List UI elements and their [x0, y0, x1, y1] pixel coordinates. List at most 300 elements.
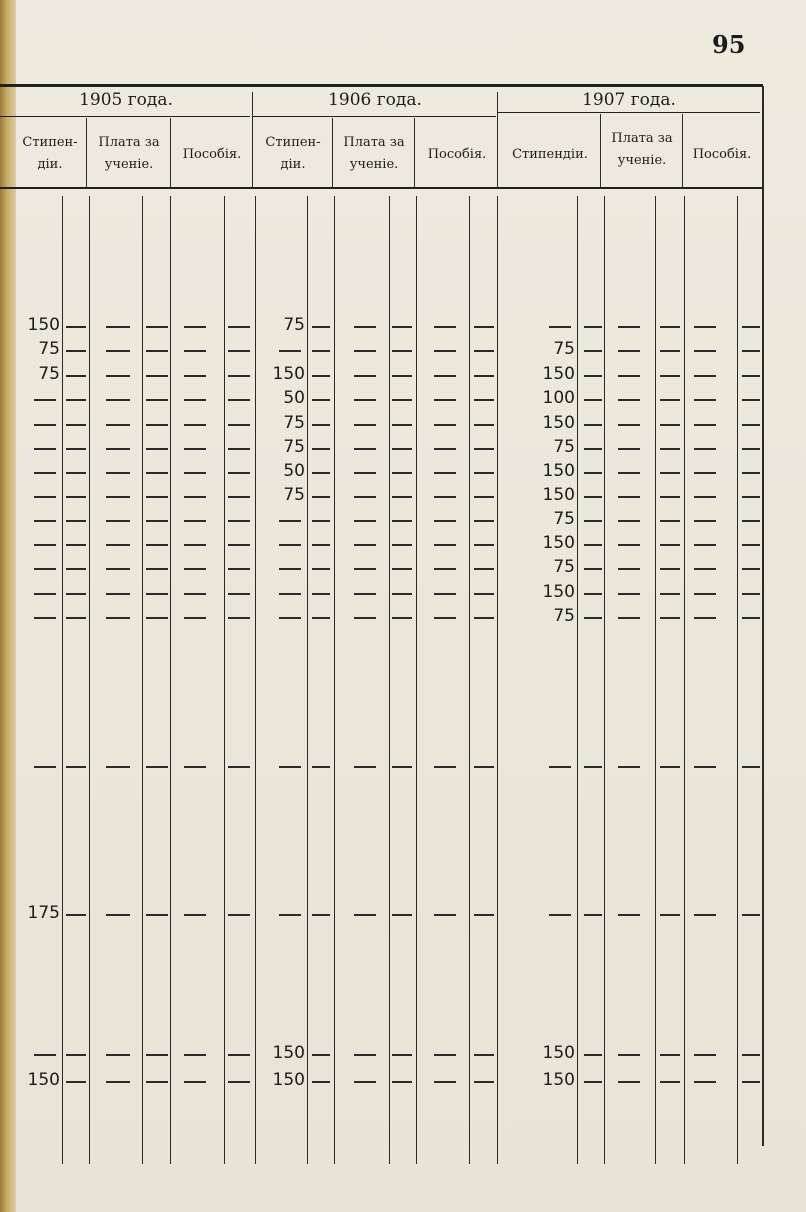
empty-dash	[392, 617, 412, 619]
empty-dash	[584, 399, 602, 401]
empty-dash	[66, 1054, 86, 1056]
empty-dash	[584, 593, 602, 595]
empty-dash	[742, 350, 760, 352]
empty-dash	[66, 350, 86, 352]
empty-dash	[392, 375, 412, 377]
empty-dash	[474, 326, 494, 328]
empty-dash	[34, 448, 56, 450]
empty-dash	[66, 593, 86, 595]
stipend-value: 150	[542, 582, 575, 602]
empty-dash	[354, 617, 376, 619]
empty-dash	[106, 1054, 130, 1056]
empty-dash	[354, 568, 376, 570]
empty-dash	[146, 472, 168, 474]
empty-dash	[742, 496, 760, 498]
empty-dash	[106, 520, 130, 522]
empty-dash	[184, 914, 206, 916]
empty-dash	[66, 424, 86, 426]
empty-dash	[106, 375, 130, 377]
empty-dash	[34, 766, 56, 768]
empty-dash	[279, 350, 301, 352]
empty-dash	[694, 448, 716, 450]
empty-dash	[354, 544, 376, 546]
empty-dash	[34, 544, 56, 546]
empty-dash	[34, 593, 56, 595]
empty-dash	[742, 617, 760, 619]
empty-dash	[354, 593, 376, 595]
empty-dash	[434, 766, 456, 768]
empty-dash	[279, 520, 301, 522]
empty-dash	[184, 544, 206, 546]
empty-dash	[312, 496, 330, 498]
stipend-value: 50	[283, 388, 305, 408]
stipend-value: 150	[542, 533, 575, 553]
empty-dash	[694, 593, 716, 595]
empty-dash	[694, 424, 716, 426]
empty-dash	[694, 350, 716, 352]
column-rule	[255, 196, 256, 1164]
empty-dash	[618, 375, 640, 377]
header-divider	[332, 118, 333, 188]
empty-dash	[660, 1054, 680, 1056]
empty-dash	[618, 520, 640, 522]
empty-dash	[694, 1054, 716, 1056]
empty-dash	[228, 568, 250, 570]
top-rule	[0, 84, 763, 87]
empty-dash	[312, 472, 330, 474]
empty-dash	[354, 375, 376, 377]
empty-dash	[146, 766, 168, 768]
stipend-value: 75	[283, 315, 305, 335]
stipend-value: 150	[542, 461, 575, 481]
empty-dash	[434, 350, 456, 352]
empty-dash	[584, 424, 602, 426]
empty-dash	[474, 1081, 494, 1083]
empty-dash	[184, 472, 206, 474]
empty-dash	[549, 326, 571, 328]
empty-dash	[279, 914, 301, 916]
empty-dash	[34, 496, 56, 498]
empty-dash	[66, 496, 86, 498]
empty-dash	[228, 1054, 250, 1056]
empty-dash	[434, 424, 456, 426]
empty-dash	[228, 399, 250, 401]
empty-dash	[354, 1081, 376, 1083]
empty-dash	[312, 350, 330, 352]
stipend-value: 150	[272, 364, 305, 384]
empty-dash	[312, 399, 330, 401]
empty-dash	[434, 568, 456, 570]
empty-dash	[228, 326, 250, 328]
year-header-1905: 1905 года.	[79, 90, 173, 110]
empty-dash	[184, 520, 206, 522]
empty-dash	[549, 766, 571, 768]
empty-dash	[146, 1081, 168, 1083]
empty-dash	[392, 424, 412, 426]
empty-dash	[660, 448, 680, 450]
empty-dash	[184, 424, 206, 426]
empty-dash	[660, 520, 680, 522]
column-rule	[62, 196, 63, 1164]
header-divider	[252, 92, 253, 188]
col-header-1905-stipends: Стипен- діи.	[22, 135, 78, 172]
empty-dash	[742, 448, 760, 450]
stipend-value: 100	[542, 388, 575, 408]
empty-dash	[228, 472, 250, 474]
empty-dash	[312, 326, 330, 328]
col-header-1907-benefits: Пособія.	[692, 147, 752, 162]
empty-dash	[146, 399, 168, 401]
empty-dash	[618, 766, 640, 768]
empty-dash	[66, 544, 86, 546]
stipend-value: 75	[283, 485, 305, 505]
stipend-value: 75	[283, 437, 305, 457]
empty-dash	[742, 520, 760, 522]
empty-dash	[618, 448, 640, 450]
empty-dash	[279, 617, 301, 619]
empty-dash	[279, 544, 301, 546]
empty-dash	[694, 399, 716, 401]
empty-dash	[694, 375, 716, 377]
column-rule	[684, 196, 685, 1164]
empty-dash	[312, 593, 330, 595]
empty-dash	[106, 399, 130, 401]
empty-dash	[584, 766, 602, 768]
column-rule	[737, 196, 738, 1164]
stipend-value: 150	[542, 364, 575, 384]
empty-dash	[434, 399, 456, 401]
empty-dash	[228, 914, 250, 916]
empty-dash	[392, 326, 412, 328]
empty-dash	[34, 568, 56, 570]
empty-dash	[742, 424, 760, 426]
empty-dash	[434, 617, 456, 619]
empty-dash	[66, 766, 86, 768]
empty-dash	[184, 1081, 206, 1083]
stipend-value: 75	[38, 364, 60, 384]
stipend-value: 150	[272, 1043, 305, 1063]
empty-dash	[34, 520, 56, 522]
empty-dash	[66, 1081, 86, 1083]
empty-dash	[618, 399, 640, 401]
empty-dash	[34, 617, 56, 619]
empty-dash	[474, 496, 494, 498]
empty-dash	[312, 520, 330, 522]
empty-dash	[66, 568, 86, 570]
empty-dash	[66, 914, 86, 916]
header-divider	[497, 92, 498, 188]
column-rule	[497, 196, 498, 1164]
empty-dash	[660, 593, 680, 595]
empty-dash	[584, 375, 602, 377]
empty-dash	[34, 472, 56, 474]
empty-dash	[354, 326, 376, 328]
stipend-value: 150	[272, 1070, 305, 1090]
empty-dash	[474, 914, 494, 916]
empty-dash	[146, 544, 168, 546]
empty-dash	[228, 350, 250, 352]
empty-dash	[184, 496, 206, 498]
empty-dash	[354, 520, 376, 522]
empty-dash	[146, 617, 168, 619]
empty-dash	[434, 544, 456, 546]
empty-dash	[354, 350, 376, 352]
empty-dash	[694, 472, 716, 474]
empty-dash	[228, 496, 250, 498]
empty-dash	[694, 1081, 716, 1083]
empty-dash	[584, 326, 602, 328]
empty-dash	[694, 326, 716, 328]
column-rule	[389, 196, 390, 1164]
empty-dash	[434, 472, 456, 474]
empty-dash	[354, 496, 376, 498]
column-rule	[655, 196, 656, 1164]
column-rule	[89, 196, 90, 1164]
stipend-value: 175	[27, 903, 60, 923]
empty-dash	[434, 520, 456, 522]
stipend-value: 150	[27, 1070, 60, 1090]
empty-dash	[392, 520, 412, 522]
empty-dash	[184, 350, 206, 352]
empty-dash	[584, 520, 602, 522]
header-divider	[682, 114, 683, 188]
empty-dash	[694, 766, 716, 768]
empty-dash	[660, 914, 680, 916]
empty-dash	[184, 1054, 206, 1056]
year-underline-1907	[498, 112, 760, 113]
empty-dash	[34, 1054, 56, 1056]
stipend-value: 75	[553, 339, 575, 359]
empty-dash	[742, 593, 760, 595]
empty-dash	[312, 1081, 330, 1083]
empty-dash	[392, 544, 412, 546]
empty-dash	[184, 399, 206, 401]
stipend-value: 150	[542, 1070, 575, 1090]
empty-dash	[228, 617, 250, 619]
empty-dash	[106, 424, 130, 426]
empty-dash	[66, 399, 86, 401]
column-rule	[469, 196, 470, 1164]
empty-dash	[106, 568, 130, 570]
empty-dash	[184, 593, 206, 595]
empty-dash	[392, 914, 412, 916]
empty-dash	[618, 568, 640, 570]
empty-dash	[146, 496, 168, 498]
empty-dash	[694, 496, 716, 498]
empty-dash	[228, 593, 250, 595]
header-divider	[170, 118, 171, 188]
empty-dash	[392, 496, 412, 498]
empty-dash	[584, 472, 602, 474]
column-rule	[307, 196, 308, 1164]
empty-dash	[694, 617, 716, 619]
empty-dash	[66, 520, 86, 522]
column-rule	[416, 196, 417, 1164]
empty-dash	[474, 399, 494, 401]
empty-dash	[742, 472, 760, 474]
empty-dash	[618, 424, 640, 426]
empty-dash	[474, 1054, 494, 1056]
empty-dash	[279, 593, 301, 595]
empty-dash	[434, 448, 456, 450]
empty-dash	[106, 544, 130, 546]
empty-dash	[392, 399, 412, 401]
empty-dash	[312, 1054, 330, 1056]
empty-dash	[584, 350, 602, 352]
empty-dash	[694, 914, 716, 916]
empty-dash	[228, 520, 250, 522]
empty-dash	[742, 1054, 760, 1056]
empty-dash	[742, 914, 760, 916]
empty-dash	[312, 375, 330, 377]
empty-dash	[106, 1081, 130, 1083]
col-header-1905-benefits: Пособія.	[182, 147, 242, 162]
col-header-1905-tuition: Плата за ученіе.	[98, 135, 160, 172]
stipend-value: 150	[27, 315, 60, 335]
empty-dash	[660, 350, 680, 352]
empty-dash	[618, 1054, 640, 1056]
stipend-value: 75	[553, 437, 575, 457]
empty-dash	[434, 914, 456, 916]
book-spine	[0, 0, 16, 1212]
year-underline-1905	[0, 116, 250, 117]
empty-dash	[618, 326, 640, 328]
empty-dash	[184, 326, 206, 328]
stipend-value: 75	[283, 413, 305, 433]
empty-dash	[584, 617, 602, 619]
column-rule	[142, 196, 143, 1164]
empty-dash	[660, 617, 680, 619]
empty-dash	[618, 593, 640, 595]
empty-dash	[392, 766, 412, 768]
empty-dash	[584, 914, 602, 916]
empty-dash	[146, 914, 168, 916]
empty-dash	[392, 1054, 412, 1056]
empty-dash	[434, 1054, 456, 1056]
empty-dash	[106, 914, 130, 916]
col-header-1906-benefits: Пособія.	[427, 147, 487, 162]
stipend-value: 75	[553, 606, 575, 626]
empty-dash	[434, 496, 456, 498]
empty-dash	[106, 496, 130, 498]
empty-dash	[66, 326, 86, 328]
empty-dash	[184, 766, 206, 768]
empty-dash	[146, 326, 168, 328]
empty-dash	[742, 399, 760, 401]
empty-dash	[354, 448, 376, 450]
empty-dash	[354, 424, 376, 426]
year-header-1906: 1906 года.	[328, 90, 422, 110]
stipend-value: 75	[553, 557, 575, 577]
empty-dash	[584, 448, 602, 450]
empty-dash	[312, 568, 330, 570]
empty-dash	[434, 593, 456, 595]
empty-dash	[184, 448, 206, 450]
empty-dash	[618, 350, 640, 352]
empty-dash	[474, 568, 494, 570]
stipend-value: 75	[553, 509, 575, 529]
empty-dash	[618, 914, 640, 916]
empty-dash	[228, 448, 250, 450]
empty-dash	[474, 350, 494, 352]
empty-dash	[106, 766, 130, 768]
empty-dash	[618, 544, 640, 546]
col-header-1907-stipends: Стипендіи.	[512, 147, 588, 162]
empty-dash	[660, 326, 680, 328]
empty-dash	[146, 593, 168, 595]
empty-dash	[618, 496, 640, 498]
empty-dash	[660, 1081, 680, 1083]
header-bottom-rule	[0, 187, 763, 189]
empty-dash	[312, 766, 330, 768]
empty-dash	[106, 326, 130, 328]
empty-dash	[279, 568, 301, 570]
empty-dash	[146, 424, 168, 426]
empty-dash	[660, 544, 680, 546]
empty-dash	[146, 448, 168, 450]
empty-dash	[392, 568, 412, 570]
header-divider	[86, 118, 87, 188]
empty-dash	[474, 448, 494, 450]
column-rule	[334, 196, 335, 1164]
empty-dash	[146, 568, 168, 570]
year-header-1907: 1907 года.	[582, 90, 676, 110]
col-header-1906-tuition: Плата за ученіе.	[343, 135, 405, 172]
empty-dash	[312, 617, 330, 619]
empty-dash	[354, 399, 376, 401]
empty-dash	[660, 375, 680, 377]
empty-dash	[584, 1054, 602, 1056]
empty-dash	[228, 766, 250, 768]
empty-dash	[354, 766, 376, 768]
empty-dash	[742, 1081, 760, 1083]
empty-dash	[66, 472, 86, 474]
empty-dash	[106, 448, 130, 450]
empty-dash	[584, 1081, 602, 1083]
empty-dash	[618, 472, 640, 474]
table-right-border	[762, 86, 764, 1146]
stipend-value: 150	[542, 1043, 575, 1063]
empty-dash	[660, 568, 680, 570]
empty-dash	[392, 593, 412, 595]
empty-dash	[146, 375, 168, 377]
empty-dash	[392, 448, 412, 450]
empty-dash	[392, 472, 412, 474]
empty-dash	[660, 472, 680, 474]
column-rule	[604, 196, 605, 1164]
empty-dash	[184, 568, 206, 570]
empty-dash	[474, 617, 494, 619]
empty-dash	[106, 472, 130, 474]
empty-dash	[474, 472, 494, 474]
col-header-1906-stipends: Стипен- діи.	[265, 135, 321, 172]
empty-dash	[618, 617, 640, 619]
stipend-value: 150	[542, 413, 575, 433]
empty-dash	[474, 424, 494, 426]
empty-dash	[354, 472, 376, 474]
column-rule	[170, 196, 171, 1164]
empty-dash	[742, 326, 760, 328]
empty-dash	[660, 424, 680, 426]
stipend-value: 75	[38, 339, 60, 359]
empty-dash	[474, 593, 494, 595]
empty-dash	[694, 544, 716, 546]
header-divider	[414, 118, 415, 188]
empty-dash	[584, 568, 602, 570]
empty-dash	[660, 399, 680, 401]
empty-dash	[228, 375, 250, 377]
column-rule	[224, 196, 225, 1164]
